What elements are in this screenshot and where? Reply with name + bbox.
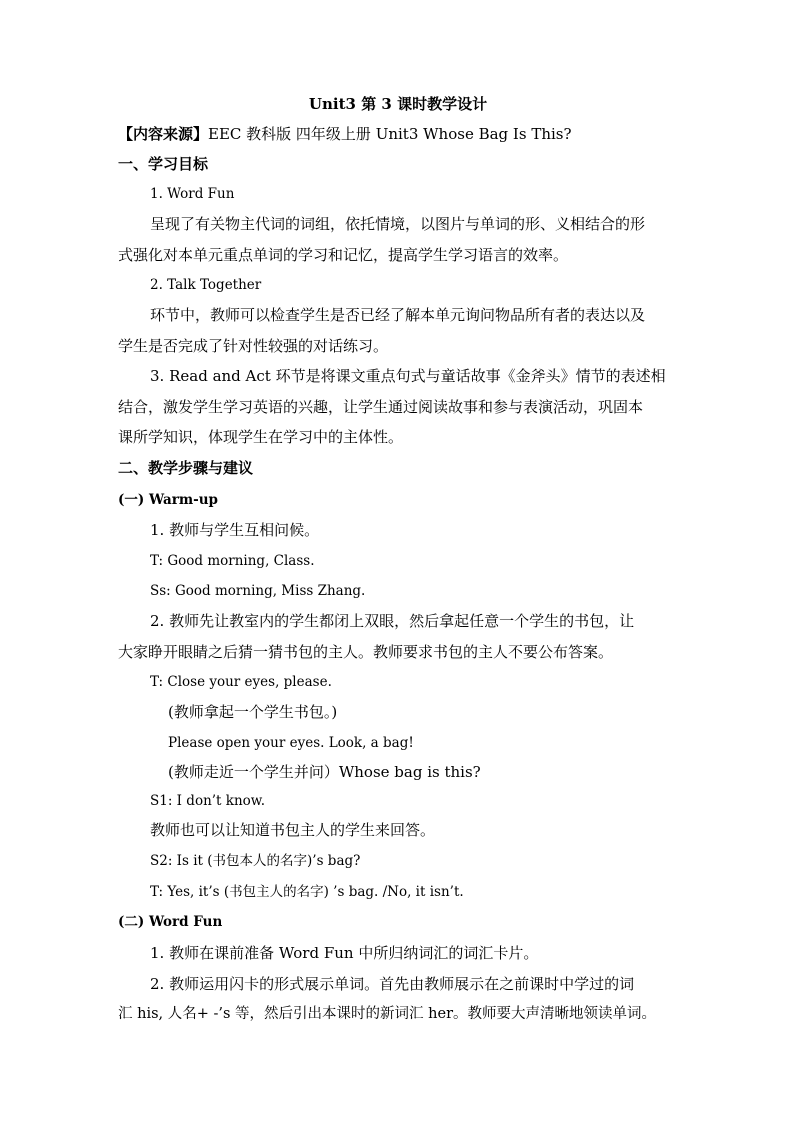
dialogue-line: Ss: Good morning, Miss Zhang.: [150, 583, 366, 599]
paragraph-line: 1. 教师在课前准备 Word Fun 中所归纳词汇的词汇卡片。: [150, 944, 539, 962]
paragraph-line: 式强化对本单元重点单词的学习和记忆，提高学生学习语言的效率。: [118, 246, 569, 264]
paragraph-line: 大家睁开眼睛之后猜一猜书包的主人。教师要求书包的主人不要公布答案。: [118, 643, 614, 661]
dialogue-line: (教师拿起一个学生书包。): [168, 703, 338, 721]
dialogue-line: T: Good morning, Class.: [150, 553, 315, 569]
subsection-heading-warmup: (一) Warm-up: [118, 492, 218, 508]
paragraph-line: 课所学知识，体现学生在学习中的主体性。: [118, 428, 404, 446]
paragraph-line: 学生是否完成了针对性较强的对话练习。: [118, 337, 389, 355]
objective-title-2: 2. Talk Together: [150, 277, 262, 293]
dialogue-line: S1: I don’t know.: [150, 793, 266, 809]
dialogue-line: Please open your eyes. Look, a bag!: [168, 735, 414, 751]
section-heading-objectives: 一、学习目标: [118, 155, 209, 173]
paragraph-line: 环节中，教师可以检查学生是否已经了解本单元询问物品所有者的表达以及: [150, 306, 646, 324]
section-heading-steps: 二、教学步骤与建议: [118, 459, 254, 477]
dialogue-line: S2: Is it (书包本人的名字)’s bag?: [150, 853, 361, 869]
subsection-heading-wordfun: (二) Word Fun: [118, 914, 223, 930]
paragraph-line: 3. Read and Act 环节是将课文重点句式与童话故事《金斧头》情节的表述相: [150, 367, 666, 385]
dialogue-line: T: Yes, it’s (书包主人的名字) ’s bag. /No, it isn’t.: [150, 884, 464, 900]
paragraph-line: 结合，激发学生学习英语的兴趣，让学生通过阅读故事和参与表演活动，巩固本: [118, 398, 644, 416]
dialogue-line: T: Close your eyes, please.: [150, 674, 332, 690]
content-source-text: EEC 教科版 四年级上册 Unit3 Whose Bag Is This?: [208, 125, 572, 143]
paragraph-line: 2. 教师先让教室内的学生都闭上双眼，然后拿起任意一个学生的书包，让: [150, 612, 635, 630]
paragraph-line: 教师也可以让知道书包主人的学生来回答。: [150, 821, 436, 839]
paragraph-line: 呈现了有关物主代词的词组，依托情境，以图片与单词的形、义相结合的形: [150, 215, 646, 233]
paragraph-line: 2. 教师运用闪卡的形式展示单词。首先由教师展示在之前课时中学过的词: [150, 975, 635, 993]
document-title: Unit3 第 3 课时教学设计: [308, 95, 488, 113]
dialogue-line: (教师走近一个学生并问）Whose bag is this?: [168, 763, 481, 781]
paragraph-line: 汇 his, 人名+ -’s 等，然后引出本课时的新词汇 her。教师要大声清晰地领读单词。: [118, 1006, 657, 1022]
paragraph-line: 1. 教师与学生互相问候。: [150, 521, 320, 539]
content-source-label: 【内容来源】: [118, 125, 209, 143]
objective-title-1: 1. Word Fun: [150, 186, 235, 202]
content-source: [118, 124, 678, 144]
